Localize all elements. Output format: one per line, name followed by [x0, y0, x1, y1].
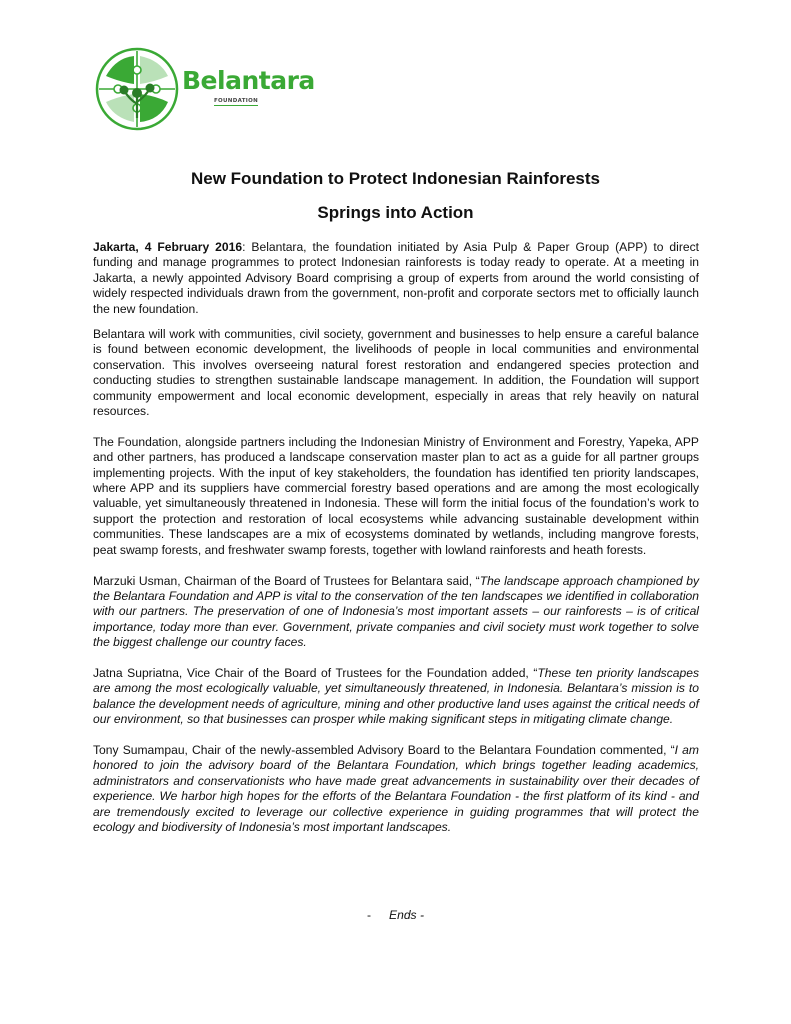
logo-name: Belantara — [182, 66, 315, 95]
paragraph-4 — [93, 574, 699, 651]
paragraph-1 — [93, 240, 699, 317]
page-title-line-2: Springs into Action — [317, 203, 474, 222]
press-release-body — [93, 240, 699, 851]
paragraph-5 — [93, 666, 699, 728]
logo-subtitle: FOUNDATION — [214, 98, 258, 104]
paragraph-5-quote: These ten priority landscapes are among the most ecologically valuable, yet simultaneously threatened, in Indonesia. Belantara’s mission is to balance the development needs of agriculture, mining and other productive land uses against the critical needs of our environment, so that businesses can prosper while making significant steps in mitigating climate change. — [93, 665, 699, 727]
ends-marker — [0, 908, 791, 922]
ends-label: Ends - — [389, 908, 424, 922]
ends-dash: - — [367, 908, 372, 922]
paragraph-4-intro: Marzuki Usman, Chairman of the Board of Trustees for Belantara said, “ — [93, 573, 480, 588]
paragraph-3: The Foundation, alongside partners including the Indonesian Ministry of Environment and Forestry, Yapeka, APP and other partners, has produced a landscape conservation master plan to act as a guide for all partner groups implementing projects. With the input of key stakeholders, the foundation has identified ten priority landscapes, where APP and its suppliers have commercial forestry based operations and are among the most ecologically valuable, yet simultaneously threatened in Indonesia. These will form the initial focus of the foundation’s work to support the protection and restoration of local ecosystems while advancing sustainable development within communities. These landscapes are a mix of ecosystems dominated by wetlands, including mangrove forests, peat swamp forests, and freshwater swamp forests, together with lowland rainforests and heath forests. — [93, 434, 699, 557]
paragraph-4-quote: The landscape approach championed by the Belantara Foundation and APP is vital to the conservation of the ten landscapes we identified in collaboration with our partners. The preservation of one of Indonesia’s most important assets – our rainforests – is of critical importance, today more than ever. Government, private companies and civil society must work together to solve the biggest challenge our country faces. — [93, 573, 699, 650]
paragraph-5-intro: Jatna Supriatna, Vice Chair of the Board of Trustees for the Foundation added, “ — [93, 665, 538, 680]
paragraph-1-text: : Belantara, the foundation initiated by Asia Pulp & Paper Group (APP) to direct funding and manage programmes to protect Indonesian rainforests is today ready to operate. At a meeting in Jakarta, a newly appointed Advisory Board comprising a group of experts from around the world consisting of widely respected individuals drawn from the government, non-profit and corporate sectors met to officially launch the new foundation. — [93, 240, 700, 316]
paragraph-6 — [93, 743, 699, 835]
paragraph-2: Belantara will work with communities, civil society, government and businesses to help ensure a careful balance is found between economic development, the livelihoods of people in local communities and environmental conservation. This involves overseeing natural forest restoration and endangered species protection and conducting studies to strengthen sustainable landscape management. In addition, the Foundation will support community empowerment and local economic development, especially in areas that rely heavily on natural resources. — [93, 327, 699, 419]
dateline: Jakarta, 4 February 2016 — [93, 240, 243, 254]
paragraph-6-intro: Tony Sumampau, Chair of the newly-assembled Advisory Board to the Belantara Foundation commented, “ — [93, 742, 675, 757]
paragraph-6-quote: I am honored to join the advisory board of the Belantara Foundation, which brings together leading academics, administrators and conservationists who have made great advancements in sustainability over their decades of experience. We harbor high hopes for the efforts of the Belantara Foundation - the first platform of its kind - and are tremendously excited to leverage our collective experience in guiding programmes that will protect the ecology and biodiversity of Indonesia’s most important landscapes. — [93, 742, 699, 834]
page-title-line-1: New Foundation to Protect Indonesian Rainforests — [191, 169, 600, 188]
belantara-logo — [94, 46, 315, 134]
puzzle-globe-tree-icon — [94, 46, 180, 132]
